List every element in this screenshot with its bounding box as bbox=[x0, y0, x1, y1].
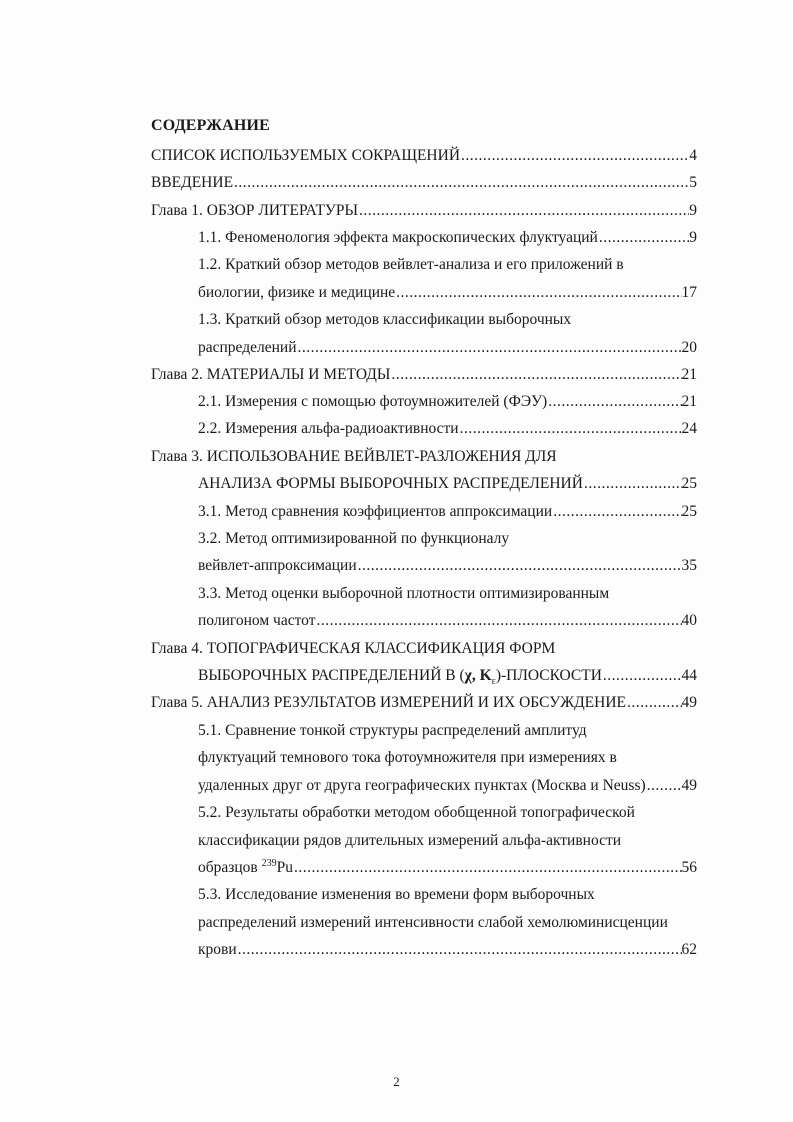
page-title: СОДЕРЖАНИЕ bbox=[151, 117, 271, 134]
isotope-mass-number: 239 bbox=[261, 857, 277, 869]
toc-entry-text: Глава 3. ИСПОЛЬЗОВАНИЕ ВЕЙВЛЕТ-РАЗЛОЖЕНИЯ ДЛЯ bbox=[151, 448, 557, 465]
toc-entry-chapter-4 bbox=[151, 638, 697, 660]
toc-leader-dots bbox=[358, 200, 689, 222]
toc-entry-text: классификации рядов длительных измерений альфа-активности bbox=[198, 832, 622, 849]
toc-leader-dots bbox=[602, 665, 682, 687]
toc-page-number: 9 bbox=[689, 229, 697, 246]
chi-kappa-symbol: χ, Κ bbox=[464, 667, 492, 684]
toc-entry-text: ВВЕДЕНИЕ bbox=[151, 174, 234, 191]
toc-page-number: 25 bbox=[681, 503, 697, 520]
toc-page-number: 21 bbox=[681, 393, 697, 410]
toc-page-number: 24 bbox=[681, 420, 697, 437]
toc-page-number: 21 bbox=[681, 366, 697, 383]
toc-leader-dots bbox=[459, 418, 682, 440]
toc-entry-text: биологии, физике и медицине bbox=[198, 284, 396, 301]
toc-entry-text: 3.1. Метод сравнения коэффициентов аппроксимации bbox=[198, 503, 553, 520]
toc-entry-section-2-2 bbox=[198, 418, 697, 440]
toc-leader-dots bbox=[357, 555, 682, 577]
toc-page-number: 20 bbox=[681, 339, 697, 356]
toc-page-number: 35 bbox=[681, 557, 697, 574]
toc-entry-text: СПИСОК ИСПОЛЬЗУЕМЫХ СОКРАЩЕНИЙ bbox=[151, 147, 461, 164]
toc-entry-section-5-3-cont bbox=[198, 912, 697, 934]
toc-page-number: 44 bbox=[681, 667, 697, 684]
toc-entry-text: Глава 4. ТОПОГРАФИЧЕСКАЯ КЛАССИФИКАЦИЯ ФОРМ bbox=[151, 640, 556, 657]
toc-leader-dots bbox=[626, 692, 682, 714]
toc-entry-text: 1.3. Краткий обзор методов классификации выборочных bbox=[198, 311, 572, 328]
toc-leader-dots bbox=[583, 473, 682, 495]
page-footer-number: 2 bbox=[393, 1074, 400, 1089]
toc-entry-section-5-1 bbox=[198, 720, 697, 742]
toc-entry-section-1-2-cont bbox=[198, 282, 697, 304]
toc-entry-section-5-2 bbox=[198, 802, 697, 824]
toc-leader-dots bbox=[547, 391, 681, 413]
toc-entry-text: 3.3. Метод оценки выборочной плотности оптимизированным bbox=[198, 585, 610, 602]
toc-page-number: 5 bbox=[689, 174, 697, 191]
toc-entry-text: 5.3. Исследование изменения во времени форм выборочных bbox=[198, 886, 595, 903]
epsilon-subscript: ε bbox=[491, 676, 496, 688]
toc-entry-text-pre: ВЫБОРОЧНЫХ РАСПРЕДЕЛЕНИЙ В ( bbox=[198, 667, 465, 684]
toc-entry-text: 1.1. Феноменология эффекта макроскопических флуктуаций bbox=[198, 229, 598, 246]
toc-entry-section-3-2-cont bbox=[198, 555, 697, 577]
toc-entry-text: Глава 5. АНАЛИЗ РЕЗУЛЬТАТОВ ИЗМЕРЕНИЙ И ИХ ОБСУЖДЕНИЕ bbox=[151, 694, 626, 711]
toc-page-number: 25 bbox=[681, 475, 697, 492]
toc-leader-dots bbox=[390, 364, 681, 386]
toc-entry-text: полигоном частот bbox=[198, 612, 316, 629]
toc-leader-dots bbox=[233, 172, 689, 194]
toc-entry-abbreviations bbox=[151, 145, 697, 167]
toc-entry-text: Глава 2. МАТЕРИАЛЫ И МЕТОДЫ bbox=[151, 366, 391, 383]
toc-entry-section-1-3 bbox=[198, 309, 697, 331]
toc-entry-text: АНАЛИЗА ФОРМЫ ВЫБОРОЧНЫХ РАСПРЕДЕЛЕНИЙ bbox=[198, 475, 583, 492]
toc-entry-chapter-5 bbox=[151, 692, 697, 714]
toc-entry-introduction bbox=[151, 172, 697, 194]
toc-page-number: 4 bbox=[689, 147, 697, 164]
toc-entry-text bbox=[198, 857, 293, 879]
toc-entry-text: 2.2. Измерения альфа-радиоактивности bbox=[198, 420, 459, 437]
toc-leader-dots bbox=[460, 145, 689, 167]
toc-entry-text: вейвлет-аппроксимации bbox=[198, 557, 357, 574]
toc-entry-text: 1.2. Краткий обзор методов вейвлет-анализа и его приложений в bbox=[198, 256, 624, 273]
toc-entry-chapter-3-cont bbox=[198, 473, 697, 495]
toc-entry-text: Глава 1. ОБЗОР ЛИТЕРАТУРЫ bbox=[151, 202, 359, 219]
toc-entry-text-pre: образцов bbox=[198, 859, 262, 876]
toc-entry-text: 3.2. Метод оптимизированной по функционалу bbox=[198, 530, 510, 547]
toc-entry-section-1-2 bbox=[198, 254, 697, 276]
toc-entry-text: крови bbox=[198, 941, 237, 958]
toc-entry-chapter-4-cont bbox=[198, 665, 697, 687]
toc-leader-dots bbox=[297, 337, 682, 359]
toc-page-number: 49 bbox=[681, 694, 697, 711]
toc-entry-text: флуктуаций темнового тока фотоумножителя при измерениях в bbox=[198, 749, 617, 766]
toc-leader-dots bbox=[646, 775, 682, 797]
toc-entry-section-5-3-cont2 bbox=[198, 939, 697, 961]
toc-entry-text-post: )-ПЛОСКОСТИ bbox=[495, 667, 602, 684]
toc-leader-dots bbox=[315, 610, 681, 632]
toc-entry-text: распределений bbox=[198, 339, 297, 356]
toc-entry-text: 5.2. Результаты обработки методом обобщенной топографической bbox=[198, 804, 635, 821]
toc-entry-section-5-3 bbox=[198, 884, 697, 906]
toc-entry-text: удаленных друг от друга географических пунктах (Москва и Neuss) bbox=[198, 777, 646, 794]
toc-entry-section-5-2-cont2 bbox=[198, 857, 697, 879]
toc-leader-dots bbox=[552, 501, 681, 523]
toc-leader-dots bbox=[237, 939, 682, 961]
toc-entry-chapter-1 bbox=[151, 200, 697, 222]
toc-entry-text: распределений измерений интенсивности слабой хемолюминисценции bbox=[198, 914, 668, 931]
toc-entry-section-2-1 bbox=[198, 391, 697, 413]
toc-page-number: 17 bbox=[681, 284, 697, 301]
toc-page-number: 49 bbox=[681, 777, 697, 794]
toc-entry-section-5-1-cont bbox=[198, 747, 697, 769]
toc-entry-section-3-1 bbox=[198, 501, 697, 523]
toc-entry-text: 2.1. Измерения с помощью фотоумножителей (ФЭУ) bbox=[198, 393, 548, 410]
toc-page-number: 40 bbox=[681, 612, 697, 629]
toc-entry-text bbox=[198, 665, 602, 693]
toc-entry-chapter-2 bbox=[151, 364, 697, 386]
toc-entry-section-3-2 bbox=[198, 528, 697, 550]
toc-page-number: 9 bbox=[689, 202, 697, 219]
toc-leader-dots bbox=[598, 227, 689, 249]
toc-entry-section-1-1 bbox=[198, 227, 697, 249]
toc-entry-chapter-3 bbox=[151, 446, 697, 468]
toc-page-number: 56 bbox=[681, 859, 697, 876]
toc-entry-section-1-3-cont bbox=[198, 337, 697, 359]
toc-entry-section-3-3 bbox=[198, 583, 697, 605]
toc-leader-dots bbox=[293, 857, 681, 879]
toc-entry-section-3-3-cont bbox=[198, 610, 697, 632]
toc-leader-dots bbox=[395, 282, 681, 304]
toc-entry-text: 5.1. Сравнение тонкой структуры распределений амплитуд bbox=[198, 722, 587, 739]
toc-page-number: 62 bbox=[681, 941, 697, 958]
toc-entry-section-5-1-cont2 bbox=[198, 775, 697, 797]
toc-entry-text-post: Pu bbox=[276, 859, 294, 876]
toc-entry-section-5-2-cont bbox=[198, 830, 697, 852]
